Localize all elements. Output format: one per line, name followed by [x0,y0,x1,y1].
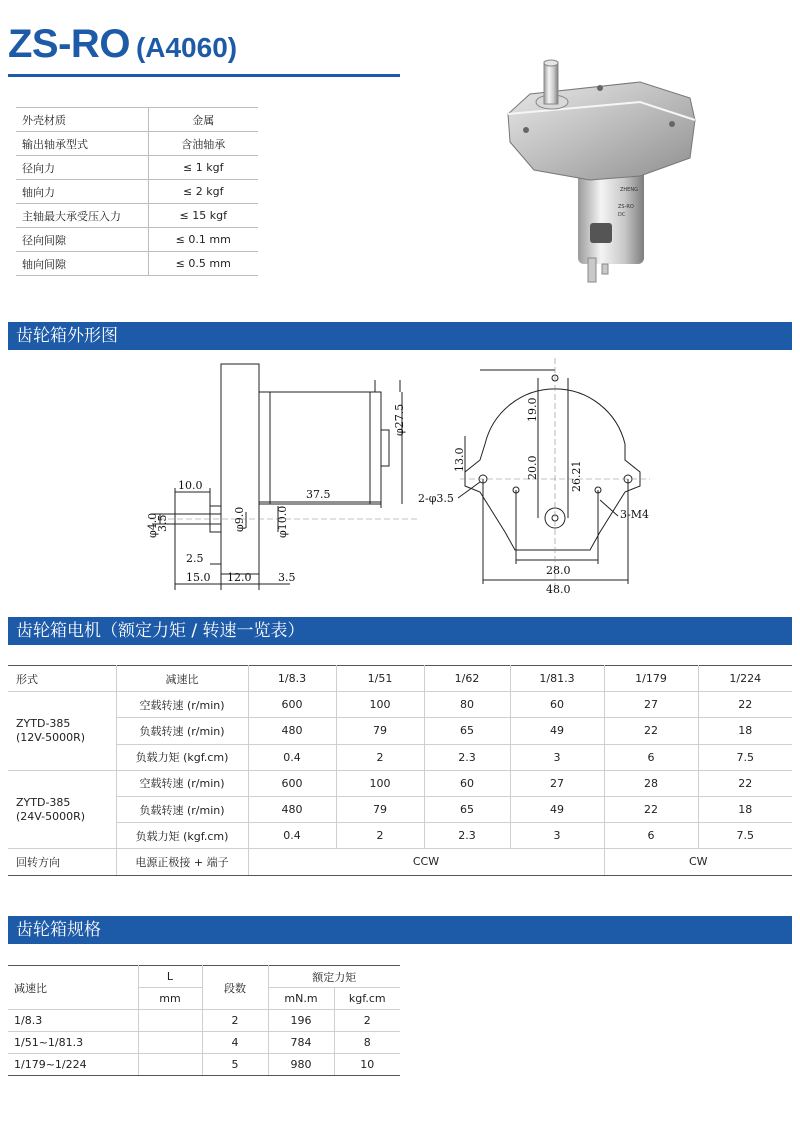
spec-row [16,156,258,180]
spec-value: 含油轴承 [148,132,258,156]
dim-label: 10.0 [178,479,203,492]
dim-label: φ4.0 [146,512,159,538]
value-cell: 49 [510,796,604,822]
spec-value: ≤ 1 kgf [148,156,258,180]
param-cell: 空载转速 (r/min) [116,692,248,718]
value-cell: 27 [604,692,698,718]
value-cell: 2 [336,823,424,849]
dim-label: 37.5 [306,488,331,501]
value-cell: 600 [248,770,336,796]
torque-mnm-cell: 784 [268,1032,334,1054]
table-header-row [8,666,792,692]
value-cell: 480 [248,796,336,822]
dimension-drawing [120,352,680,604]
header-cell: 减速比 [116,666,248,692]
value-cell: 49 [510,718,604,744]
ratio-cell: 1/62 [424,666,510,692]
dim-label: 2.5 [186,552,204,565]
value-cell: 480 [248,718,336,744]
ratio-cell: 1/8.3 [248,666,336,692]
model-cell [8,692,116,771]
screw-icon [669,121,675,127]
model-name: ZYTD-385 [16,795,71,809]
ratio-cell: 1/81.3 [510,666,604,692]
torque-kgf-cell: 8 [334,1032,400,1054]
header-cell: 形式 [8,666,116,692]
dim-label: 2-φ3.5 [418,492,454,505]
section-header-outline: 齿轮箱外形图 [8,322,792,350]
spec-value: 金属 [148,108,258,132]
header-cell: kgf.cm [334,988,400,1010]
table-row [8,823,792,849]
dim-label: 15.0 [186,571,211,584]
value-cell: 60 [424,770,510,796]
dim-label: 20.0 [526,455,539,480]
value-cell: 80 [424,692,510,718]
spec-key: 轴向间隙 [16,252,148,276]
value-cell: 2.3 [424,744,510,770]
spec-row [16,204,258,228]
length-cell [138,1032,202,1054]
value-cell: 100 [336,692,424,718]
header-cell: 减速比 [8,966,138,1010]
spec-row [16,252,258,276]
value-cell: 7.5 [698,744,792,770]
dim-label: 28.0 [546,564,571,577]
spec-value: ≤ 2 kgf [148,180,258,204]
table-row [8,744,792,770]
screw-icon [597,85,603,91]
table-row [8,770,792,796]
ratio-cell: 1/8.3 [8,1010,138,1032]
spec-key: 外壳材质 [16,108,148,132]
dim-label: 13.0 [453,447,466,472]
table-row [8,692,792,718]
spec-row [16,180,258,204]
value-cell: 65 [424,718,510,744]
spec-row [16,108,258,132]
value-cell: 7.5 [698,823,792,849]
spec-key: 轴向力 [16,180,148,204]
value-cell: 2 [336,744,424,770]
screw-icon [523,127,529,133]
dim-label: 3.5 [278,571,296,584]
motor-table [8,665,792,876]
dim-label: 19.0 [526,397,539,422]
rotation-row [8,849,792,875]
torque-kgf-cell: 2 [334,1010,400,1032]
stages-cell: 4 [202,1032,268,1054]
product-photo [490,58,720,290]
value-cell: 0.4 [248,744,336,770]
dim-label: φ10.0 [276,505,289,538]
photo-label: ZS-RO [618,204,634,210]
value-cell: 6 [604,823,698,849]
ratio-cell: 1/179~1/224 [8,1054,138,1076]
torque-mnm-cell: 196 [268,1010,334,1032]
spec-value: ≤ 15 kgf [148,204,258,228]
spec-key: 径向间隙 [16,228,148,252]
value-cell: 2.3 [424,823,510,849]
dim-label: φ9.0 [233,506,246,532]
ratio-cell: 1/51 [336,666,424,692]
spec-table [16,107,258,276]
spec-key: 径向力 [16,156,148,180]
ratio-cell: 1/224 [698,666,792,692]
photo-label: DC [618,212,626,218]
value-cell: 22 [698,770,792,796]
rotation-ccw: CCW [248,849,604,875]
rotation-cw: CW [604,849,792,875]
ratio-cell: 1/179 [604,666,698,692]
table-row [8,1010,400,1032]
ratio-cell: 1/51~1/81.3 [8,1032,138,1054]
gearbox-spec-table [8,965,400,1076]
gearbox-housing [508,82,695,180]
length-cell [138,1054,202,1076]
spec-row [16,228,258,252]
motor-terminal [602,264,608,274]
model-name: ZYTD-385 [16,716,71,730]
value-cell: 6 [604,744,698,770]
dim-label: 3-M4 [620,508,649,521]
value-cell: 28 [604,770,698,796]
spec-value: ≤ 0.5 mm [148,252,258,276]
front-outline [465,389,640,550]
value-cell: 65 [424,796,510,822]
page-title [8,22,237,67]
value-cell: 3 [510,744,604,770]
value-cell: 0.4 [248,823,336,849]
param-cell: 负载转速 (r/min) [116,718,248,744]
dim-label: φ27.5 [393,403,406,436]
value-cell: 60 [510,692,604,718]
value-cell: 22 [604,796,698,822]
model-spec: (24V-5000R) [16,809,86,823]
spec-row [16,132,258,156]
spec-key: 主轴最大承受压入力 [16,204,148,228]
param-cell: 负载转速 (r/min) [116,796,248,822]
param-cell: 空载转速 (r/min) [116,770,248,796]
dim-label: 48.0 [546,583,571,596]
value-cell: 3 [510,823,604,849]
spec-key: 输出轴承型式 [16,132,148,156]
value-cell: 18 [698,718,792,744]
torque-kgf-cell: 10 [334,1054,400,1076]
model-code: (A4060) [135,32,238,63]
title-underline [8,74,400,77]
value-cell: 18 [698,796,792,822]
stages-cell: 2 [202,1010,268,1032]
photo-label: ZHENG [620,187,638,193]
table-row [8,1054,400,1076]
header-cell: mN.m [268,988,334,1010]
model-spec: (12V-5000R) [16,730,86,744]
torque-mnm-cell: 980 [268,1054,334,1076]
side-flange [221,364,259,574]
table-row [8,718,792,744]
header-cell: L [138,966,202,988]
value-cell: 600 [248,692,336,718]
section-header-motor: 齿轮箱电机（额定力矩 / 转速一览表） [8,617,792,645]
value-cell: 27 [510,770,604,796]
spec-value: ≤ 0.1 mm [148,228,258,252]
model-name: ZS-RO [8,22,130,66]
header-cell: 段数 [202,966,268,1010]
value-cell: 100 [336,770,424,796]
model-cell [8,770,116,849]
table-row [8,1032,400,1054]
section-header-gearbox: 齿轮箱规格 [8,916,792,944]
output-shaft [544,62,558,104]
dim-label: 26.21 [570,460,583,492]
motor-vent [590,223,612,243]
dim-label: 12.0 [227,571,252,584]
rotation-label: 回转方向 [8,849,116,875]
value-cell: 79 [336,718,424,744]
header-cell: mm [138,988,202,1010]
value-cell: 22 [604,718,698,744]
header-cell: 额定力矩 [268,966,400,988]
dim-label: 3.5 [156,514,169,532]
value-cell: 79 [336,796,424,822]
stages-cell: 5 [202,1054,268,1076]
length-cell [138,1010,202,1032]
table-header-row [8,966,400,988]
param-cell: 负载力矩 (kgf.cm) [116,744,248,770]
rotation-condition: 电源正极接 + 端子 [116,849,248,875]
motor-terminal [588,258,596,282]
shaft-tip [544,60,558,66]
table-row [8,796,792,822]
param-cell: 负载力矩 (kgf.cm) [116,823,248,849]
value-cell: 22 [698,692,792,718]
